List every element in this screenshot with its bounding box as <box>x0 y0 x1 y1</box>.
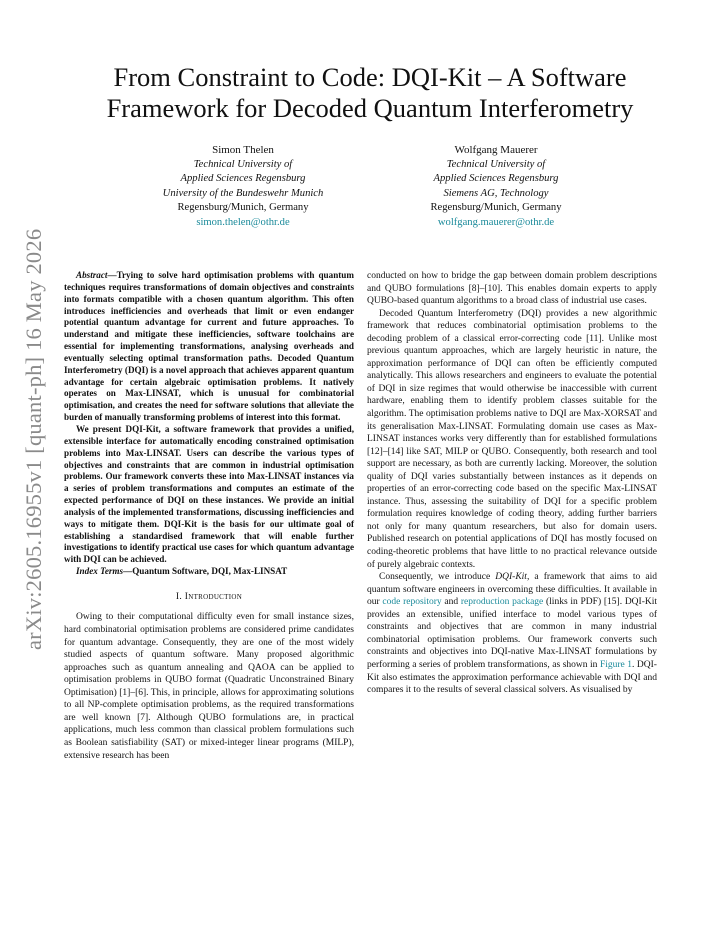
author-name: Wolfgang Mauerer <box>454 144 538 156</box>
author-email-link[interactable]: wolfgang.mauerer@othr.de <box>437 216 555 228</box>
author-affiliation: University of the Bundeswehr Munich <box>162 187 324 199</box>
body-paragraph-continued: conducted on how to bridge the gap between domain problem descriptions and QUBO formulations [8]–[10]. This enables domain experts to apply QUBO-based quantum algorithms to a broad class of industrial use cases. <box>367 271 657 307</box>
title-line-2: Framework for Decoded Quantum Interferometry <box>106 93 634 123</box>
index-terms-label: Index Terms <box>76 566 124 577</box>
author-block-1 <box>113 143 373 230</box>
index-terms <box>64 566 354 578</box>
author-name: Simon Thelen <box>212 144 274 156</box>
abstract-paragraph-2: We present DQI-Kit, a software framework that provides a unified, extensible interface for automatically encoding constrained optimisation problems into Max-LINSAT. Users can describe the various types of objectives and constraints that are common in industrial optimisation problems. Our framework converts these into Max-LINSAT instances via a series of problem transformations and computes an estimate of the expected performance of DQI on these instances. We provide an initial analysis of the implemented transformations, discussing inefficiencies and ways to mitigate them. DQI-Kit is the basis for our ultimate goal of establishing a standardised framework that will enable further investigations to identify practical use cases for which quantum advantage with DQI can be achieved. <box>64 423 354 565</box>
reproduction-package-link[interactable]: reproduction package <box>460 597 544 608</box>
author-block-2 <box>366 143 626 230</box>
author-location: Regensburg/Munich, Germany <box>430 202 562 213</box>
emphasis-dqi-kit: DQI-Kit <box>495 572 527 583</box>
author-affiliation: Applied Sciences Regensburg <box>180 173 306 184</box>
author-affiliation: Siemens AG, Technology <box>443 187 549 199</box>
intro-paragraph: Owing to their computational difficulty even for small instance sizes, hard combinatorial optimisation problems are considered prime candidates for quantum advantage. Consequently, they are one of the most widely studied aspects of quantum software. Many proposed algorithmic approaches such as quantum annealing and QAOA can be applied to optimisation problems in QUBO format (Quadratic Unconstrained Binary Optimisation) [1]–[6]. This, in principle, allows for approximating solutions to all NP-complete optimisation problems, as the required transformations are well known [7]. Although QUBO formulations are, in practical applications, much less common than classical problem formulations such as Boolean satisfiability (SAT) or mixed-integer linear programs (MILP), extensive research has been <box>64 612 354 761</box>
paper-title <box>60 62 680 124</box>
abstract-label: Abstract <box>76 270 108 280</box>
arxiv-identifier: arXiv:2605.16955v1 [quant-ph] 16 May 2026 <box>21 228 46 650</box>
author-affiliation: Applied Sciences Regensburg <box>433 173 559 184</box>
code-repository-link[interactable]: code repository <box>382 597 442 608</box>
section-title: Introduction <box>184 591 243 602</box>
right-column <box>367 270 657 697</box>
section-number: I. <box>175 591 183 602</box>
abstract-paragraph-1 <box>64 270 354 424</box>
body-paragraph-dqikit <box>367 571 657 696</box>
text-run: , a framework that aims to aid quantum software engineers in overcoming these difficulties. It available in our <box>367 572 657 608</box>
index-terms-text: —Quantum Software, DQI, Max-LINSAT <box>123 566 288 577</box>
section-heading <box>64 591 354 604</box>
figure-1-link[interactable]: Figure 1 <box>599 659 633 670</box>
text-run: (links in PDF) [15]. DQI-Kit provides an extensible, unified interface to model various types of constraints and objectives that are common in many industrial combinatorial optimisation problems. Our framework converts such constraints and objectives into DQI-native Max-LINSAT formulations by performing a series of problem transformations, as shown in <box>367 597 658 670</box>
left-column <box>64 270 354 762</box>
text-run: . DQI-Kit also estimates the approximation performance achievable with DQI and compares it to the results of several classical solvers. As visualised by <box>367 659 657 696</box>
text-run: Consequently, we introduce <box>379 572 496 583</box>
author-affiliation: Technical University of <box>193 158 293 170</box>
author-location: Regensburg/Munich, Germany <box>177 202 309 213</box>
title-line-1: From Constraint to Code: DQI-Kit – A Software <box>113 62 627 92</box>
author-affiliation: Technical University of <box>446 158 546 170</box>
body-paragraph-dqi: Decoded Quantum Interferometry (DQI) provides a new algorithmic framework that reduces combinatorial optimisation problems to the decoding problem of a classical error-correcting code [11]. Unlike most previous quantum approaches, which are largely heuristic in nature, the approximation performance of DQI can often be efficiently computed analytically. This allows researchers and engineers to evaluate the potential of DQI in size regimes that would otherwise be inaccessible with current hardware, enabling them to identify problem classes suitable for the algorithm. The optimisation problems native to DQI are Max-XORSAT and its generalisation Max-LINSAT. Formulating domain use cases as Max-LINSAT instances works very differently than for established formulations [12]–[14] like SAT, MILP or QUBO. Consequently, both research and tool support are necessary, as both are currently lacking. Moreover, the solution quality of DQI varies substantially between instances as it depends on properties of an error-correcting code based on the specific Max-LINSAT instance. Thus, assessing the suitability of DQI for a specific problem formulation requires knowledge of coding theory, adding further barriers not only for many quantum researchers, but also for domain users. Published research on potential applications of DQI has mostly focused on coding-theoretic problems that have little to no practical relevance outside of purely algebraic contexts. <box>367 308 657 570</box>
author-email-link[interactable]: simon.thelen@othr.de <box>196 216 290 228</box>
text-run: and <box>441 597 461 608</box>
abstract-text-1: —Trying to solve hard optimisation problems with quantum techniques requires transformations of domain objectives and constraints into formats compatible with a chosen quantum algorithm. This often introduces inefficiencies and overheads that limit or even endanger potential quantum advantage for current and future approaches. To understand and mitigate these inefficiencies, software toolchains are essential for implementing transformations, analysing overheads and eventually selecting optimal transformation paths. Decoded Quantum Interferometry (DQI) is a novel approach that achieves apparent quantum advantage for certain algebraic optimisation problems. It natively operates on Max-LINSAT, which is unusual for combinatorial optimisation, and creates the need for software solutions that alleviate the burden of manually transforming problems of interest into this format. <box>64 270 354 423</box>
